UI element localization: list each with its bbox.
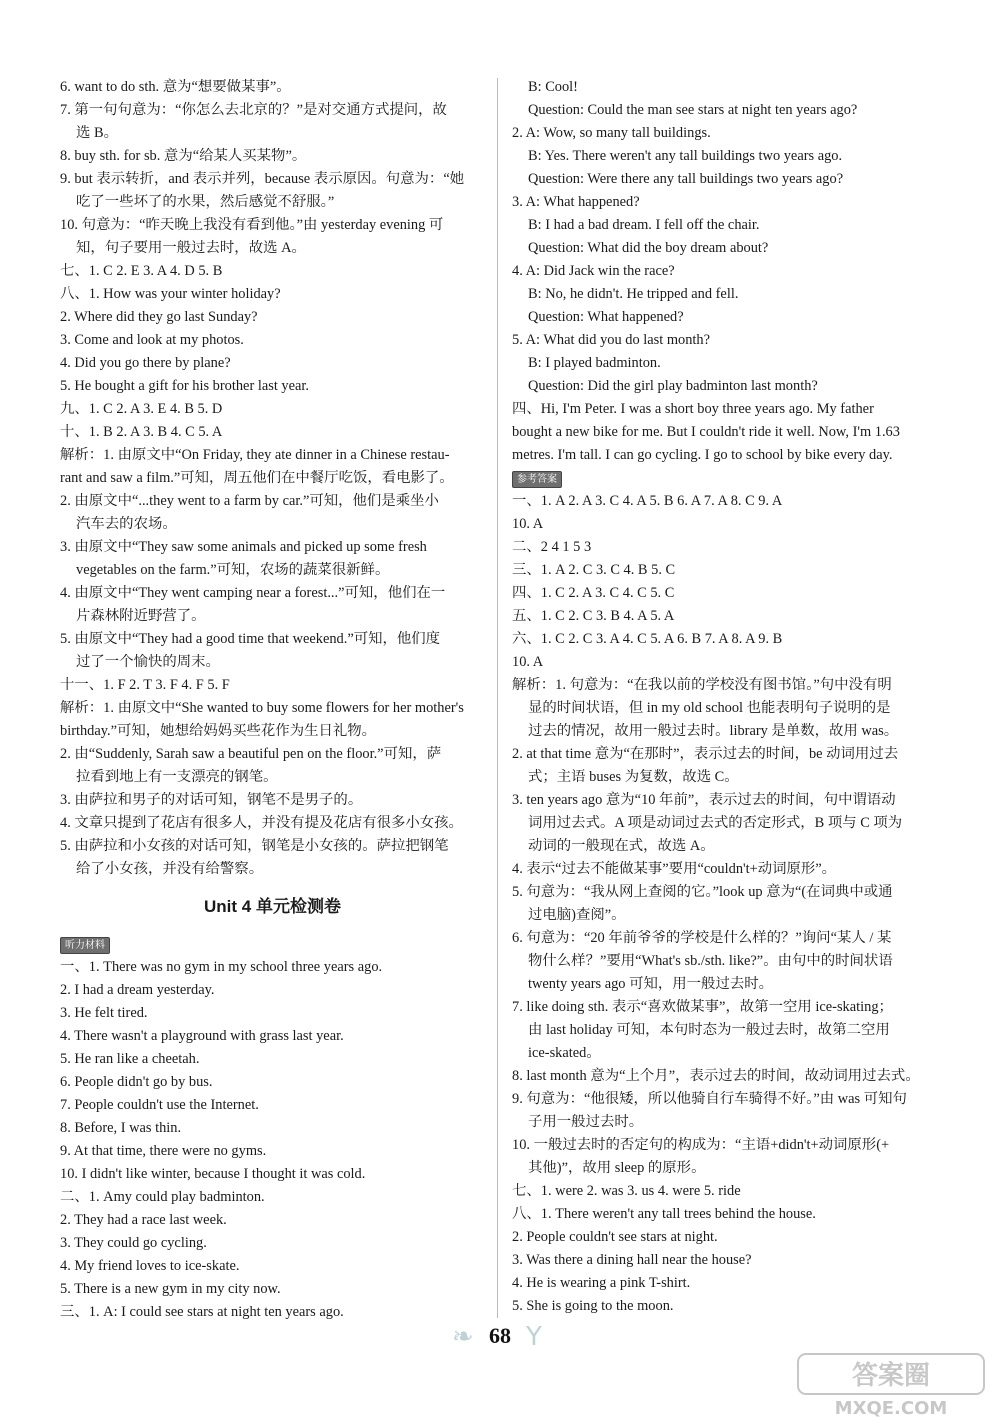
text-line: 显的时间状语，但 in my old school 也能表明句子说明的是 bbox=[528, 700, 891, 716]
text-line: 子用一般过去时。 bbox=[528, 1114, 644, 1130]
text-line: 过了一个愉快的周末。 bbox=[76, 654, 220, 670]
text-line: B: No, he didn't. He tripped and fell. bbox=[528, 286, 739, 302]
text-line: 2. Where did they go last Sunday? bbox=[60, 309, 258, 325]
text-line: 2. A: Wow, so many tall buildings. bbox=[512, 125, 711, 141]
column-divider bbox=[497, 78, 498, 1318]
text-line: 词用过去式。A 项是动词过去式的否定形式，B 项与 C 项为 bbox=[528, 815, 903, 831]
text-line: 8. last month 意为“上个月”，表示过去的时间，故动词用过去式。 bbox=[512, 1068, 920, 1084]
text-line: Question: Could the man see stars at night ten years ago? bbox=[528, 102, 858, 118]
text-line: 二、2 4 1 5 3 bbox=[512, 539, 592, 555]
text-line: Question: Were there any tall buildings two years ago? bbox=[528, 171, 844, 187]
text-line: 物什么样？”要用“What's sb./sth. like?”。由句中的时间状语 bbox=[528, 953, 893, 969]
text-line: 3. ten years ago 意为“10 年前”，表示过去的时间，句中谓语动 bbox=[512, 792, 896, 808]
reference-answer-lines bbox=[512, 490, 952, 1318]
text-line: 3. Was there a dining hall near the house? bbox=[512, 1252, 752, 1268]
text-line: 9. 句意为：“他很矮，所以他骑自行车骑得不好。”由 was 可知句 bbox=[512, 1091, 907, 1107]
reference-answer-tag: 参考答案 bbox=[512, 471, 562, 488]
text-line: 五、1. C 2. C 3. B 4. A 5. A bbox=[512, 608, 675, 624]
left-answer-lines bbox=[60, 76, 485, 881]
text-line: 10. A bbox=[512, 516, 544, 532]
text-line: 过电脑)查阅”。 bbox=[528, 907, 626, 923]
text-line: 片森林附近野营了。 bbox=[76, 608, 206, 624]
text-line: 三、1. A 2. C 3. C 4. B 5. C bbox=[512, 562, 676, 578]
text-line: 3. A: What happened? bbox=[512, 194, 640, 210]
text-line: 2. I had a dream yesterday. bbox=[60, 982, 215, 998]
text-line: 十、1. B 2. A 3. B 4. C 5. A bbox=[60, 424, 223, 440]
text-line: 4. My friend loves to ice-skate. bbox=[60, 1258, 240, 1274]
text-line: 3. Come and look at my photos. bbox=[60, 332, 244, 348]
text-line: 5. He bought a gift for his brother last year. bbox=[60, 378, 309, 394]
text-line: birthday.”可知，她想给妈妈买些花作为生日礼物。 bbox=[60, 723, 377, 739]
sprout-decoration-icon: Y bbox=[526, 1322, 542, 1352]
text-line: 拉看到地上有一支漂亮的钢笔。 bbox=[76, 769, 278, 785]
text-line: B: Cool! bbox=[528, 79, 578, 95]
text-line: 3. He felt tired. bbox=[60, 1005, 148, 1021]
text-line: 3. They could go cycling. bbox=[60, 1235, 207, 1251]
text-line: 5. 由原文中“They had a good time that weekend.”可知，他们度 bbox=[60, 631, 441, 647]
unit-heading: Unit 4 单元检测卷 bbox=[204, 897, 341, 916]
text-line: 八、1. How was your winter holiday? bbox=[60, 286, 281, 302]
text-line: 7. like doing sth. 表示“喜欢做某事”，故第一空用 ice-skating； bbox=[512, 999, 893, 1015]
left-column bbox=[60, 76, 485, 1324]
text-line: 解析：1. 由原文中“On Friday, they ate dinner in a Chinese restau- bbox=[60, 447, 450, 463]
right-listening-lines bbox=[512, 76, 952, 467]
text-line: 8. buy sth. for sb. 意为“给某人买某物”。 bbox=[60, 148, 307, 164]
text-line: 解析：1. 由原文中“She wanted to buy some flowers for her mother's bbox=[60, 700, 464, 716]
watermark-text: 答案圈 bbox=[851, 1361, 931, 1391]
page-number: 68 bbox=[489, 1323, 511, 1348]
text-line: bought a new bike for me. But I couldn't ride it well. Now, I'm 1.63 bbox=[512, 424, 900, 440]
leaf-decoration-icon: ❧ bbox=[452, 1322, 474, 1352]
text-line: Question: Did the girl play badminton last month? bbox=[528, 378, 818, 394]
text-line: 四、Hi, I'm Peter. I was a short boy three years ago. My father bbox=[512, 401, 874, 417]
text-line: 七、1. were 2. was 3. us 4. were 5. ride bbox=[512, 1183, 741, 1199]
text-line: 2. People couldn't see stars at night. bbox=[512, 1229, 718, 1245]
text-line: B: Yes. There weren't any tall buildings two years ago. bbox=[528, 148, 843, 164]
text-line: 5. 由萨拉和小女孩的对话可知，钢笔是小女孩的。萨拉把钢笔 bbox=[60, 838, 449, 854]
text-line: 4. Did you go there by plane? bbox=[60, 355, 231, 371]
text-line: 4. 表示“过去不能做某事”要用“couldn't+动词原形”。 bbox=[512, 861, 837, 877]
text-line: metres. I'm tall. I can go cycling. I go to school by bike every day. bbox=[512, 447, 893, 463]
text-line: Question: What did the boy dream about? bbox=[528, 240, 769, 256]
text-line: 2. They had a race last week. bbox=[60, 1212, 227, 1228]
text-line: 二、1. Amy could play badminton. bbox=[60, 1189, 265, 1205]
text-line: 十一、1. F 2. T 3. F 4. F 5. F bbox=[60, 677, 230, 693]
text-line: ice-skated。 bbox=[528, 1045, 601, 1061]
text-line: 3. 由萨拉和男子的对话可知，钢笔不是男子的。 bbox=[60, 792, 363, 808]
text-line: 式；主语 buses 为复数，故选 C。 bbox=[528, 769, 739, 785]
text-line: 4. There wasn't a playground with grass last year. bbox=[60, 1028, 344, 1044]
text-line: 6. 句意为：“20 年前爷爷的学校是什么样的？”询问“某人 / 某 bbox=[512, 930, 892, 946]
text-line: 4. 文章只提到了花店有很多人，并没有提及花店有很多小女孩。 bbox=[60, 815, 463, 831]
text-line: 六、1. C 2. C 3. A 4. C 5. A 6. B 7. A 8. A 9. B bbox=[512, 631, 783, 647]
text-line: twenty years ago 可知，用一般过去时。 bbox=[528, 976, 774, 992]
text-line: rant and saw a film.”可知，周五他们在中餐厅吃饭，看电影了。 bbox=[60, 470, 454, 486]
text-line: 7. People couldn't use the Internet. bbox=[60, 1097, 259, 1113]
right-column bbox=[512, 76, 952, 1318]
text-line: 9. At that time, there were no gyms. bbox=[60, 1143, 267, 1159]
text-line: 10. 一般过去时的否定句的构成为：“主语+didn't+动词原形(+ bbox=[512, 1137, 890, 1153]
text-line: 给了小女孩，并没有给警察。 bbox=[76, 861, 264, 877]
listening-material-lines bbox=[60, 956, 485, 1324]
text-line: 6. want to do sth. 意为“想要做某事”。 bbox=[60, 79, 291, 95]
text-line: 知，句子要用一般过去时，故选 A。 bbox=[76, 240, 306, 256]
text-line: 9. but 表示转折，and 表示并列，because 表示原因。句意为：“她 bbox=[60, 171, 465, 187]
watermark-url: MXQE.COM bbox=[834, 1398, 948, 1418]
text-line: 4. He is wearing a pink T-shirt. bbox=[512, 1275, 691, 1291]
text-line: 6. People didn't go by bus. bbox=[60, 1074, 213, 1090]
text-line: vegetables on the farm.”可知，农场的蔬菜很新鲜。 bbox=[76, 562, 390, 578]
text-line: Question: What happened? bbox=[528, 309, 684, 325]
text-line: 10. I didn't like winter, because I thought it was cold. bbox=[60, 1166, 366, 1182]
text-line: 5. A: What did you do last month? bbox=[512, 332, 710, 348]
text-line: 其他)”，故用 sleep 的原形。 bbox=[528, 1160, 706, 1176]
text-line: 7. 第一句句意为：“你怎么去北京的？”是对交通方式提问，故 bbox=[60, 102, 447, 118]
text-line: 4. A: Did Jack win the race? bbox=[512, 263, 675, 279]
text-line: 七、1. C 2. E 3. A 4. D 5. B bbox=[60, 263, 223, 279]
text-line: 过去的情况，故用一般过去时。library 是单数，故用 was。 bbox=[528, 723, 899, 739]
text-line: 三、1. A: I could see stars at night ten years ago. bbox=[60, 1304, 344, 1320]
text-line: 5. She is going to the moon. bbox=[512, 1298, 674, 1314]
text-line: 汽车去的农场。 bbox=[76, 516, 177, 532]
text-line: B: I had a bad dream. I fell off the chair. bbox=[528, 217, 760, 233]
text-line: 选 B。 bbox=[76, 125, 118, 141]
text-line: 一、1. There was no gym in my school three years ago. bbox=[60, 959, 383, 975]
text-line: 10. 句意为：“昨天晚上我没有看到他。”由 yesterday evening 可 bbox=[60, 217, 444, 233]
text-line: 吃了一些坏了的水果，然后感觉不舒服。” bbox=[76, 194, 335, 210]
text-line: 10. A bbox=[512, 654, 544, 670]
text-line: 2. 由“Suddenly, Sarah saw a beautiful pen on the floor.”可知，萨 bbox=[60, 746, 442, 762]
text-line: 8. Before, I was thin. bbox=[60, 1120, 182, 1136]
text-line: 3. 由原文中“They saw some animals and picked up some fresh bbox=[60, 539, 427, 555]
text-line: 四、1. C 2. A 3. C 4. C 5. C bbox=[512, 585, 675, 601]
text-line: 由 last holiday 可知，本句时态为一般过去时，故第二空用 bbox=[528, 1022, 890, 1038]
text-line: 4. 由原文中“They went camping near a forest...”可知，他们在一 bbox=[60, 585, 446, 601]
text-line: B: I played badminton. bbox=[528, 355, 661, 371]
text-line: 九、1. C 2. A 3. E 4. B 5. D bbox=[60, 401, 223, 417]
text-line: 5. He ran like a cheetah. bbox=[60, 1051, 200, 1067]
text-line: 5. 句意为：“我从网上查阅的它。”look up 意为“(在词典中或通 bbox=[512, 884, 893, 900]
text-line: 解析：1. 句意为：“在我以前的学校没有图书馆。”句中没有明 bbox=[512, 677, 892, 693]
text-line: 2. 由原文中“...they went to a farm by car.”可知，他们是乘坐小 bbox=[60, 493, 439, 509]
text-line: 2. at that time 意为“在那时”，表示过去的时间，be 动词用过去 bbox=[512, 746, 899, 762]
text-line: 一、1. A 2. A 3. C 4. A 5. B 6. A 7. A 8. C 9. A bbox=[512, 493, 783, 509]
listening-material-tag: 听力材料 bbox=[60, 937, 110, 954]
watermark-logo bbox=[796, 1352, 986, 1418]
text-line: 八、1. There weren't any tall trees behind the house. bbox=[512, 1206, 816, 1222]
text-line: 动词的一般现在式，故选 A。 bbox=[528, 838, 715, 854]
text-line: 5. There is a new gym in my city now. bbox=[60, 1281, 281, 1297]
